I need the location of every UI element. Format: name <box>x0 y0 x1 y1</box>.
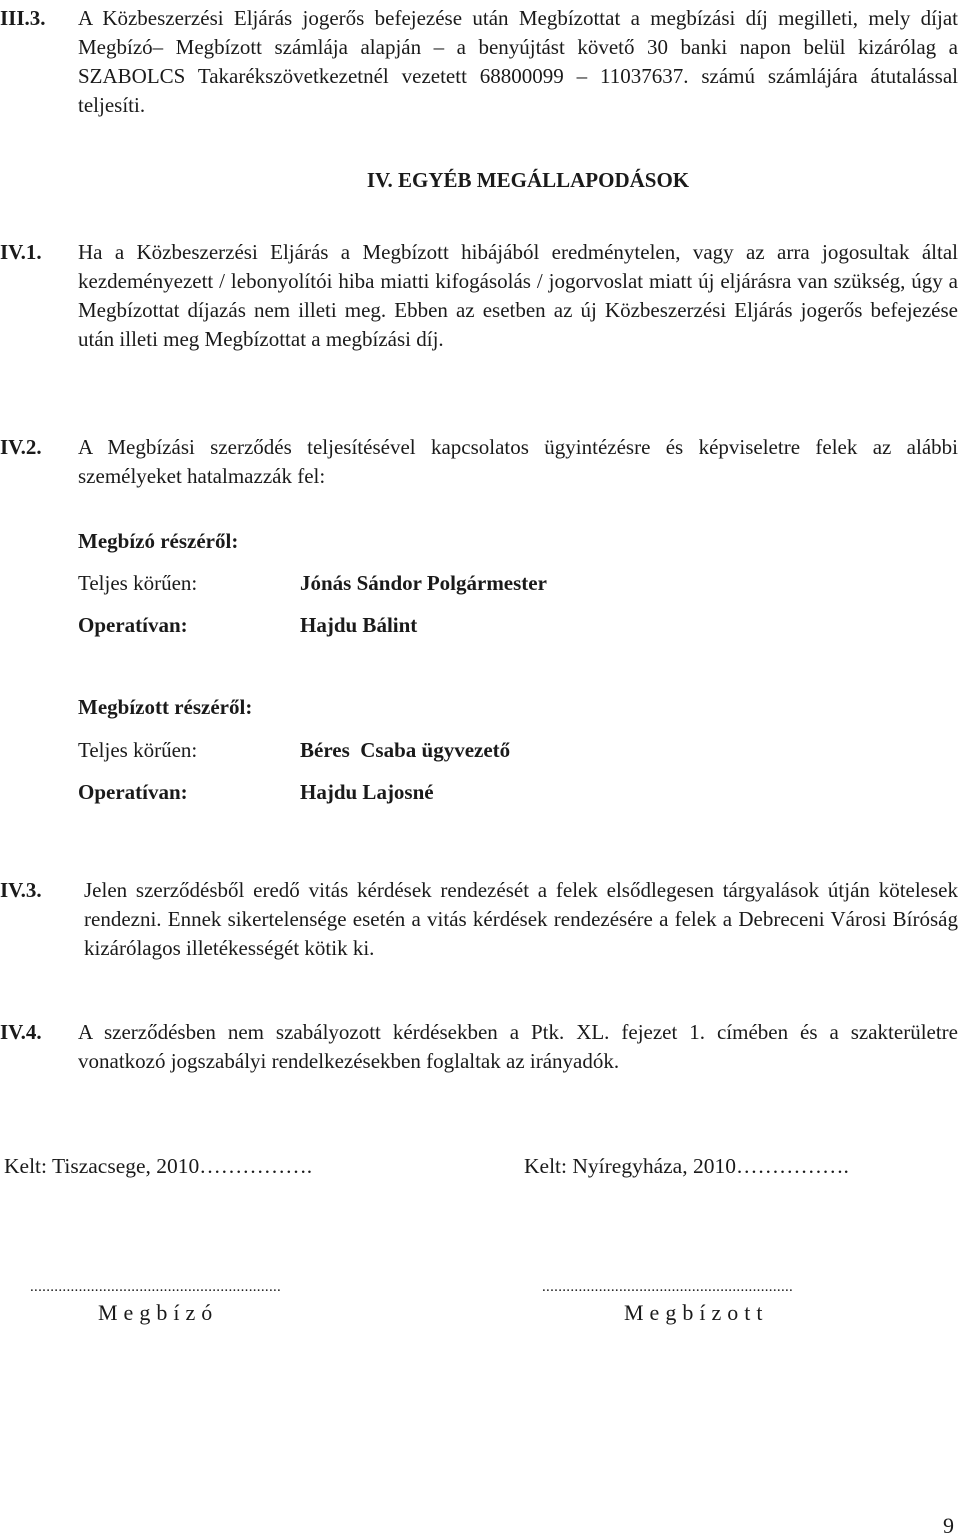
page-number: 9 <box>943 1513 954 1538</box>
full-authority-label: Teljes körűen: <box>78 738 198 762</box>
section-text: Ha a Közbeszerzési Eljárás a Megbízott hibájából eredménytelen, vagy az arra jogosultak által kezdeményezett / lebonyolítói hiba miatti kifogásolás / jogorvoslat miatt új eljárásra van szükség, úgy a Megbízottat díjazás nem illeti meg. Ebben az esetben az új Közbeszerzési Eljárás jogerős befejezése után illeti meg Megbízottat a megbízási díj. <box>78 240 958 351</box>
section-text: A szerződésben nem szabályozott kérdésekben a Ptk. XL. fejezet 1. címében és a szakterületre vonatkozó jogszabályi rendelkezésekben foglaltak az irányadók. <box>78 1020 958 1073</box>
section-number: IV.1. <box>0 240 42 264</box>
section-heading: IV. EGYÉB MEGÁLLAPODÁSOK <box>366 168 690 192</box>
right-place-date: Kelt: Nyíregyháza, 2010……………. <box>524 1154 849 1178</box>
section-text: Jelen szerződésből eredő vitás kérdések rendezését a felek elsődlegesen tárgyalások útján kötelesek rendezni. Ennek sikertelensége esetén a vitás kérdések rendezésére a felek a Debreceni Városi Bíróság kizárólagos illetékességét kötik ki. <box>84 878 958 960</box>
operative-name: Hajdu Bálint <box>300 613 418 637</box>
section-text: A Megbízási szerződés teljesítésével kapcsolatos ügyintézésre és képviseletre felek az alábbi személyeket hatalmazzák fel: <box>78 435 958 488</box>
full-authority-name: Jónás Sándor Polgármester <box>300 571 547 595</box>
section-iv-2 <box>0 433 958 491</box>
section-number: III.3. <box>0 6 46 30</box>
full-authority-name: Béres Csaba ügyvezető <box>300 738 511 762</box>
section-iv-3 <box>0 876 958 963</box>
left-signatory: Megbízó <box>98 1300 219 1325</box>
section-number: IV.2. <box>0 435 42 459</box>
full-authority-label: Teljes körűen: <box>78 571 198 595</box>
operative-name: Hajdu Lajosné <box>300 780 434 804</box>
right-signature-line: .............................................................. <box>542 1279 794 1295</box>
operative-label: Operatívan: <box>78 613 188 637</box>
right-signatory: Megbízott <box>624 1300 769 1325</box>
section-iv-1 <box>0 238 958 354</box>
section-iii-3 <box>0 4 958 120</box>
left-place-date: Kelt: Tiszacsege, 2010……………. <box>4 1154 313 1178</box>
operative-label: Operatívan: <box>78 780 188 804</box>
section-number: IV.4. <box>0 1020 42 1044</box>
megbizott-party-title: Megbízott részéről: <box>78 695 253 719</box>
section-text: A Közbeszerzési Eljárás jogerős befejezése után Megbízottat a megbízási díj megilleti, mely díjat Megbízó– Megbízott számlája alapján – a benyújtást követő 30 banki napon belül kizárólag a SZABOLCS Takarékszövetkezetnél vezetett 68800099 – 11037637. számú számlájára átutalással teljesíti. <box>78 6 958 117</box>
left-signature-line: .............................................................. <box>30 1279 282 1295</box>
section-iv-4 <box>0 1018 958 1076</box>
megbizo-party-title: Megbízó részéről: <box>78 529 239 553</box>
section-number: IV.3. <box>0 878 42 902</box>
